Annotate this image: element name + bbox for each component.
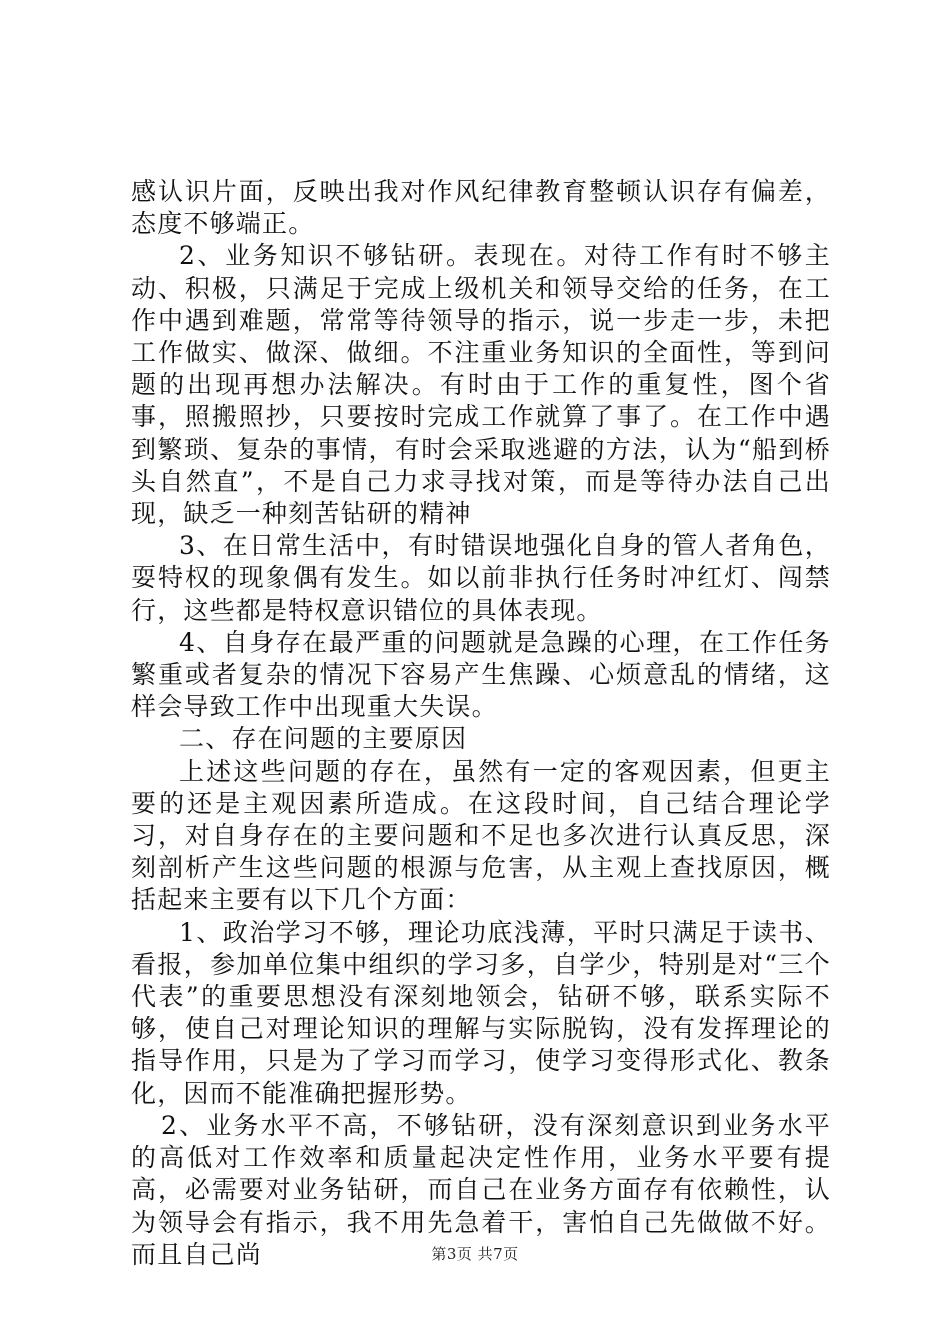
paragraph-item-2: 2、业务知识不够钻研。表现在。对待工作有时不够主动、积极，只满足于完成上级机关和领导交给的任务，在工作中遇到难题，常常等待领导的指示，说一步走一步，未把工作做实、做深、做细。不注重业务知识的全面性，等到问题的出现再想办法解决。有时由于工作的重复性，图个省事，照搬照抄，只要按时完成工作就算了事了。在工作中遇到繁琐、复杂的事情，有时会采取逃避的方法，认为“船到桥头自然直”，不是自己力求寻找对策，而是等待办法自己出现，缺乏一种刻苦钻研的精神 xyxy=(131,241,831,529)
page-number: 第3页 共7页 xyxy=(431,1245,519,1263)
paragraph-continuation: 感认识片面，反映出我对作风纪律教育整顿认识存有偏差，态度不够端正。 xyxy=(131,177,831,239)
section-heading: 二、存在问题的主要原因 xyxy=(179,724,468,754)
paragraph-reason-2: 2、业务水平不高，不够钻研，没有深刻意识到业务水平的高低对工作效率和质量起决定性作用，业务水平要有提高，必需要对业务钻研，而自己在业务方面存有依赖性，认为领导会有指示，我不用先急着干，害怕自己先做做不好。而且自己尚 xyxy=(131,1110,831,1269)
paragraph-item-3: 3、在日常生活中，有时错误地强化自身的管人者角色，耍特权的现象偶有发生。如以前非执行任务时冲红灯、闯禁行，这些都是特权意识错位的具体表现。 xyxy=(131,531,831,625)
paragraph-item-4: 4、自身存在最严重的问题就是急躁的心理，在工作任务繁重或者复杂的情况下容易产生焦躁、心烦意乱的情绪，这样会导致工作中出现重大失误。 xyxy=(131,627,831,722)
paragraph-intro: 上述这些问题的存在，虽然有一定的客观因素，但更主要的还是主观因素所造成。在这段时间，自己结合理论学习，对自身存在的主要问题和不足也多次进行认真反思，深刻剖析产生这些问题的根源与危害，从主观上查找原因，概括起来主要有以下几个方面： xyxy=(131,756,831,915)
page-footer xyxy=(0,1243,950,1264)
document-body xyxy=(131,176,831,1271)
paragraph-reason-1: 1、政治学习不够，理论功底浅薄，平时只满足于读书、看报，参加单位集中组织的学习多，自学少，特别是对“三个代表”的重要思想没有深刻地领会，钻研不够，联系实际不够，使自己对理论知识的理解与实际脱钩，没有发挥理论的指导作用，只是为了学习而学习，使学习变得形式化、教条化，因而不能准确把握形势。 xyxy=(131,917,831,1108)
